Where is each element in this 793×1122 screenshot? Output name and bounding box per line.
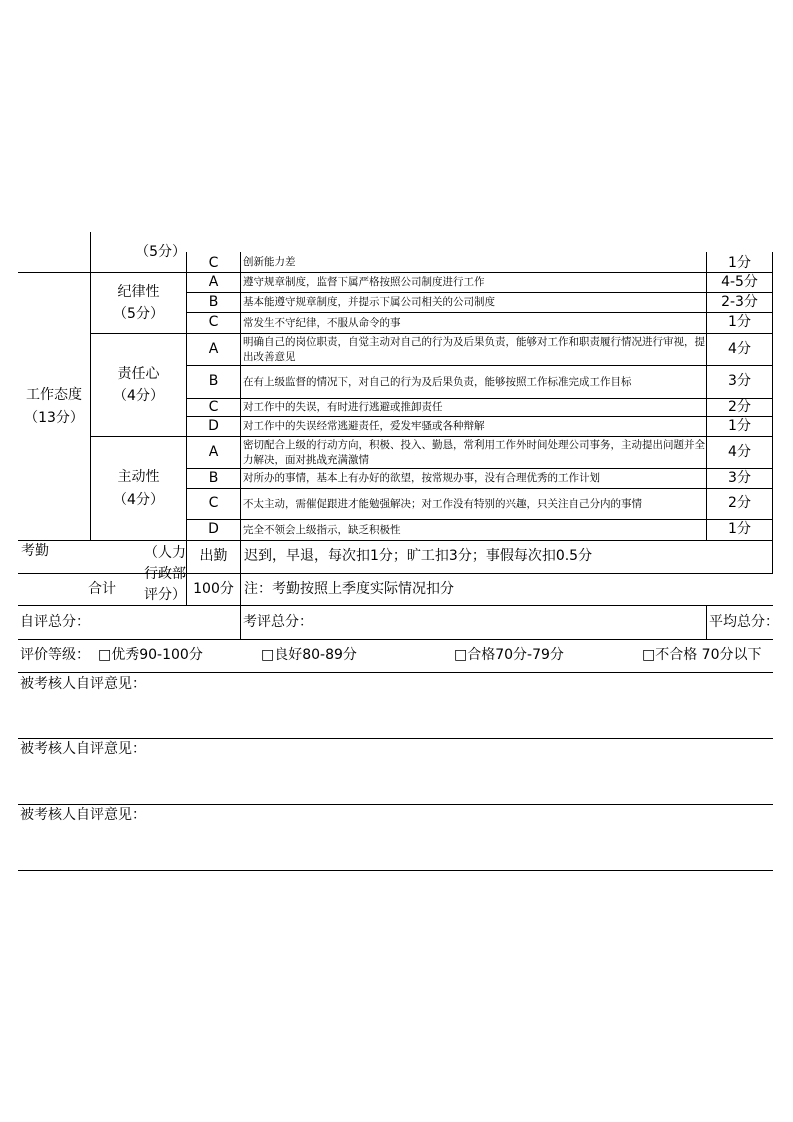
level-cell: B [186,365,240,398]
desc-cell: 在有上级监督的情况下，对自己的行为及后果负责，能够按照工作标准完成工作目标 [240,365,706,398]
desc-cell: 创新能力差 [240,252,706,272]
prev-group-score-text: （5分） [135,243,186,260]
opinion-field-3[interactable]: 被考核人自评意见： [18,804,773,871]
group-discipline [90,272,186,333]
desc-cell: 对工作中的失误，有时进行逃避或推卸责任 [240,398,706,416]
category-score: （13分） [24,409,84,426]
score-cell: 2分 [706,488,773,519]
group-score: （5分） [113,306,164,322]
level-cell: C [186,398,240,416]
score-cell: 4分 [706,333,773,365]
average-total-field[interactable]: 平均总分： [706,605,773,639]
score-cell: 1分 [706,312,773,333]
level-cell: D [186,519,240,540]
level-cell: A [186,436,240,468]
category-label: 工作态度 [26,387,82,404]
opinion-field-1[interactable]: 被考核人自评意见： [18,672,773,739]
grade-label: 评价等级： [20,647,90,664]
grade-row [18,639,773,672]
score-cell: 1分 [706,519,773,540]
self-total-field[interactable]: 自评总分： [18,605,240,639]
grade-option-pass[interactable]: □合格70分-79分 [454,647,564,664]
level-cell: B [186,468,240,488]
desc-cell: 明确自己的岗位职责，自觉主动对自己的行为及后果负责，能够对工作和职责履行情况进行审视，提出改善意见 [240,333,706,365]
group-name: 责任心 [117,365,160,382]
level-cell: C [186,488,240,519]
score-cell: 3分 [706,468,773,488]
group-initiative [90,436,186,540]
level-cell: A [186,272,240,292]
category-work-attitude [18,272,90,540]
group-responsibility [90,333,186,436]
desc-cell: 基本能遵守规章制度，并提示下属公司相关的公司制度 [240,292,706,312]
score-cell: 2-3分 [706,292,773,312]
prev-group-score [90,232,186,272]
group-score: （4分） [113,491,164,508]
group-score: （4分） [113,388,164,404]
score-cell: 1分 [706,416,773,436]
attendance-note: （人力行政部评分） [144,545,186,603]
total-label: 合计 [18,573,186,605]
total-note: 注：考勤按照上季度实际情况扣分 [240,573,773,605]
total-score: 100分 [186,573,240,605]
group-name: 主动性 [117,469,160,486]
desc-cell: 常发生不守纪律，不服从命令的事 [240,312,706,333]
level-cell: D [186,416,240,436]
score-cell: 1分 [706,252,773,272]
group-name: 纪律性 [117,283,160,300]
score-cell: 4分 [706,436,773,468]
level-cell: B [186,292,240,312]
attendance-item: 出勤 [186,540,240,573]
desc-cell: 密切配合上级的行动方向，积极、投入、勤恳，常利用工作外时间处理公司事务，主动提出问题并全力解决，面对挑战充满激情 [240,436,706,468]
desc-cell: 对工作中的失误经常逃避责任，爱发牢骚或各种辩解 [240,416,706,436]
score-cell: 4-5分 [706,272,773,292]
grade-option-fail[interactable]: □不合格 70分以下 [642,647,762,664]
desc-cell: 对所办的事情，基本上有办好的欲望，按常规办事，没有合理优秀的工作计划 [240,468,706,488]
review-total-field[interactable]: 考评总分： [240,605,706,639]
desc-cell: 完全不领会上级指示，缺乏积极性 [240,519,706,540]
opinion-field-2[interactable]: 被考核人自评意见： [18,738,773,805]
desc-cell: 不太主动，需催促跟进才能勉强解决；对工作没有特别的兴趣，只关注自己分内的事情 [240,488,706,519]
level-cell: A [186,333,240,365]
grade-option-good[interactable]: □良好80-89分 [261,647,357,664]
score-cell: 3分 [706,365,773,398]
attendance-rule: 迟到，早退，每次扣1分；旷工扣3分；事假每次扣0.5分 [240,540,773,573]
grade-option-excellent[interactable]: □优秀90-100分 [98,647,203,664]
level-cell: C [186,252,240,272]
score-cell: 2分 [706,398,773,416]
desc-cell: 遵守规章制度，监督下属严格按照公司制度进行工作 [240,272,706,292]
attendance-title: 考勤 [21,543,49,559]
level-cell: C [186,312,240,333]
